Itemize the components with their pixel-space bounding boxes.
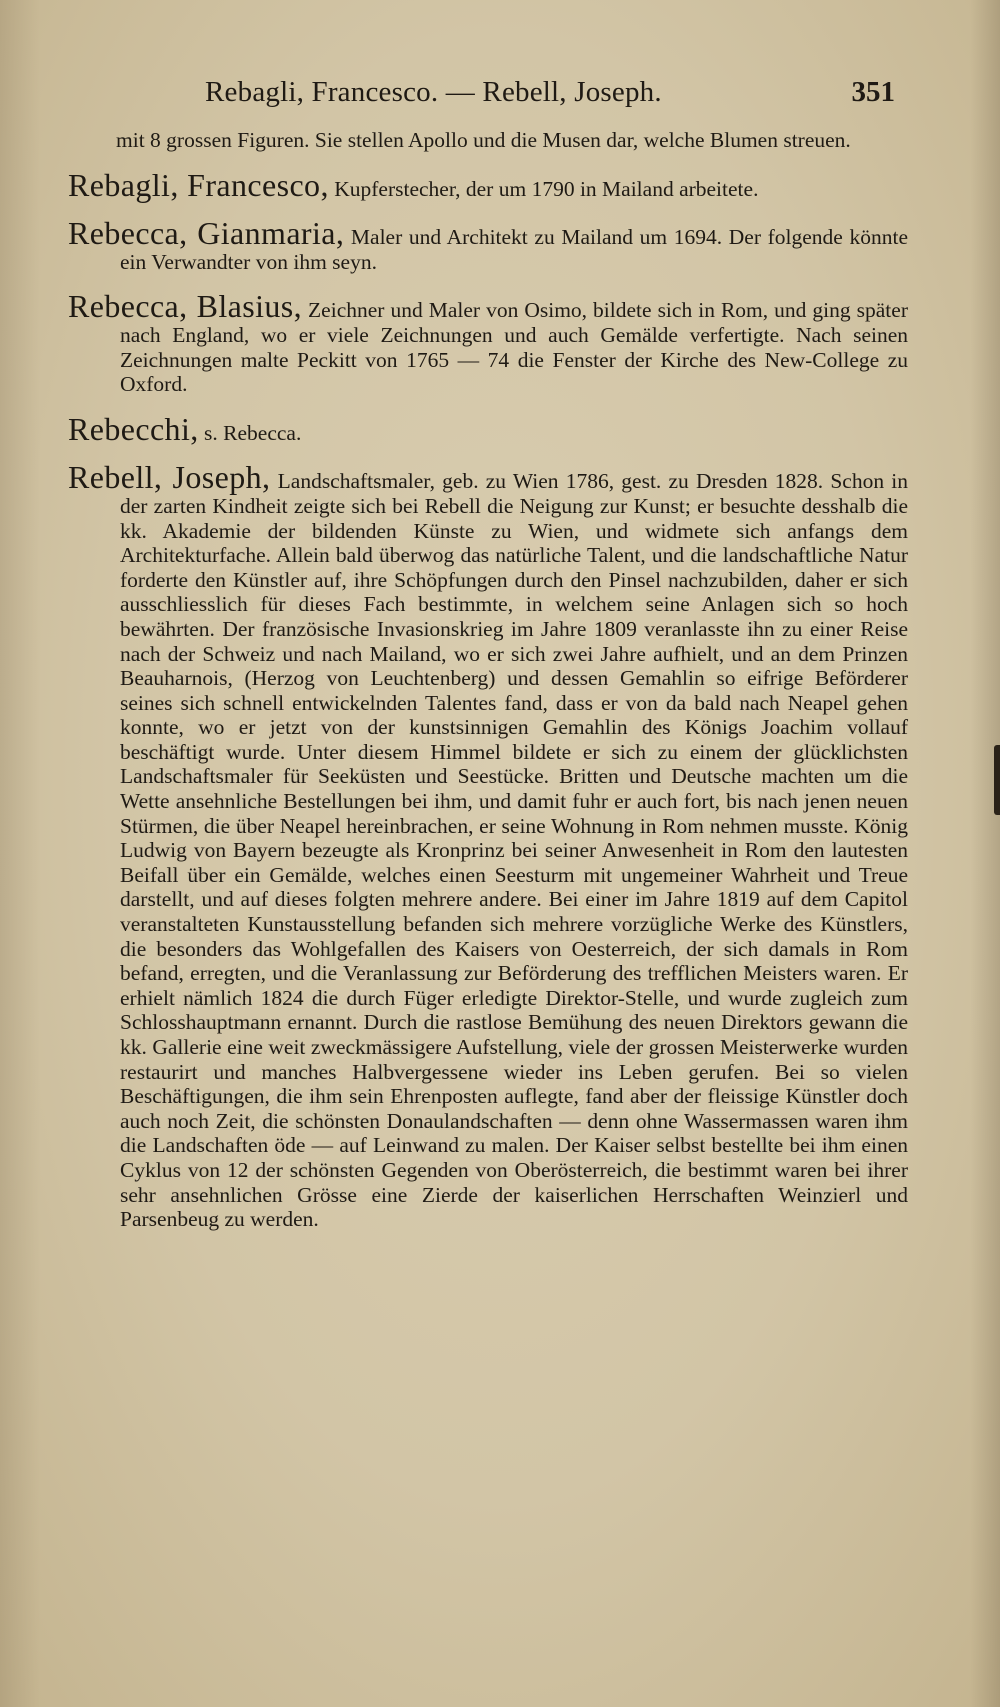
spine-shadow: [0, 0, 40, 1707]
entry-headword: Rebell, Joseph,: [68, 459, 271, 496]
entry-headword: Rebecchi,: [68, 410, 199, 447]
entry-text: s. Rebecca.: [204, 420, 302, 445]
entry-text: Landschaftsmaler, geb. zu Wien 1786, gest. zu Dresden 1828. Schon in der zarten Kindheit zeigte sich bei Rebell die Neigung zur Kunst; er besuchte desshalb die kk. Akademie der bildenden Künste zu Wien, und widmete sich anfangs dem Architekturfache. Allein bald überwog das natürliche Talent, und die landschaftliche Natur forderte den Künstler auf, ihre Schöpfungen durch den Pinsel nachzubilden, daher er sich ausschliesslich für dieses Fach bestimmte, in welchem seine Anlagen sich so hoch bewährten. Der französische Invasionskrieg im Jahre 1809 veranlasste ihn zu einer Reise nach der Schweiz und nach Mailand, wo er sich zwei Jahre aufhielt, und an dem Prinzen Beauharnois, (Herzog von Leuchtenberg) und dessen Gemahlin so eifrige Beförderer seines sich schnell entwickelnden Talentes fand, dass er von da bald nach Neapel gehen konnte, wo er jetzt von der kunstsinnigen Gemahlin des Königs Joachim vollauf beschäftigt wurde. Unter diesem Himmel bildete er sich zu einem der glücklichsten Landschaftsmaler für Seeküsten und Seestücke. Britten und Deutsche machten um die Wette ansehnliche Bestellungen bei ihm, und damit fuhr er auch fort, bis nach jenen neuen Stürmen, die über Neapel hereinbrachen, er seine Wohnung in Rom nehmen musste. König Ludwig von Bayern bezeugte als Kronprinz bei seiner Anwesenheit in Rom den lautesten Beifall über ein Gemälde, welches einen Seesturm mit ungemeiner Wahrheit und Treue darstellt, und auf dieses folgten mehrere andere. Bei einer im Jahre 1819 auf dem Capitol veranstalteten Kunstausstellung befanden sich mehrere vorzügliche Werke des Künstlers, die besonders das Wohlgefallen des Kaisers von Oesterreich, der sich damals in Rom befand, erregten, und die Veranlassung zur Beförderung des trefflichen Meisters waren. Er erhielt nämlich 1824 die durch Füger erledigte Direktor-Stelle, und wurde zugleich zum Schlosshauptmann ernannt. Durch die rastlose Bemühung des neuen Direktors gewann die kk. Gallerie eine weit zweckmässigere Aufstellung, viele der grossen Meisterwerke wurden restaurirt und manches Halbvergessene wieder ins Leben gerufen. Bei so vielen Beschäftigungen, die ihm sein Ehrenposten auflegte, fand aber der fleissige Künstler doch auch noch Zeit, die schönsten Donaulandschaften — denn ohne Wassermassen waren ihm die Landschaften öde — auf Leinwand zu malen. Der Kaiser selbst bestellte bei ihm einen Cyklus von 12 der schönsten Gegenden von Oberösterreich, die bestimmt waren bei ihrer sehr ansehnlichen Grösse eine Zierde der kaiserlichen Herrschaften Weinzierl und Parsenbeug zu werden.: [120, 469, 908, 1232]
running-header: [205, 72, 895, 120]
entry-text: Zeichner und Maler von Osimo, bildete sich in Rom, und ging später nach England, wo er viele Zeichnungen und auch Gemälde verfertigte. Nach seinen Zeichnungen malte Peckitt von 1765 — 74 die Fenster der Kirche des New-College zu Oxford.: [120, 298, 908, 397]
entry-rebell-joseph: [68, 459, 908, 1232]
entry-rebagli-francesco: [68, 166, 908, 203]
entry-text: mit 8 grossen Figuren. Sie stellen Apollo und die Musen dar, welche Blumen streuen.: [116, 128, 851, 152]
entry-rebecca-blasius: [68, 288, 908, 397]
entry-continuation: [68, 128, 908, 153]
entry-headword: Rebecca, Blasius,: [68, 288, 303, 325]
entry-text: Kupferstecher, der um 1790 in Mailand arbeitete.: [334, 176, 759, 201]
running-header-title: Rebagli, Francesco. — Rebell, Joseph.: [205, 76, 662, 108]
page-edge-shadow: [970, 0, 1000, 1707]
page-number: 351: [851, 76, 895, 108]
entry-rebecca-gianmaria: [68, 215, 908, 274]
dictionary-text: [68, 128, 908, 1252]
page-edge-mark: [994, 745, 1000, 815]
entry-text: Maler und Architekt zu Mailand um 1694. Der folgende könnte ein Verwandter von ihm seyn.: [120, 225, 908, 274]
entry-rebecchi: [68, 410, 908, 447]
entry-headword: Rebagli, Francesco,: [68, 166, 329, 203]
entry-headword: Rebecca, Gianmaria,: [68, 215, 345, 252]
